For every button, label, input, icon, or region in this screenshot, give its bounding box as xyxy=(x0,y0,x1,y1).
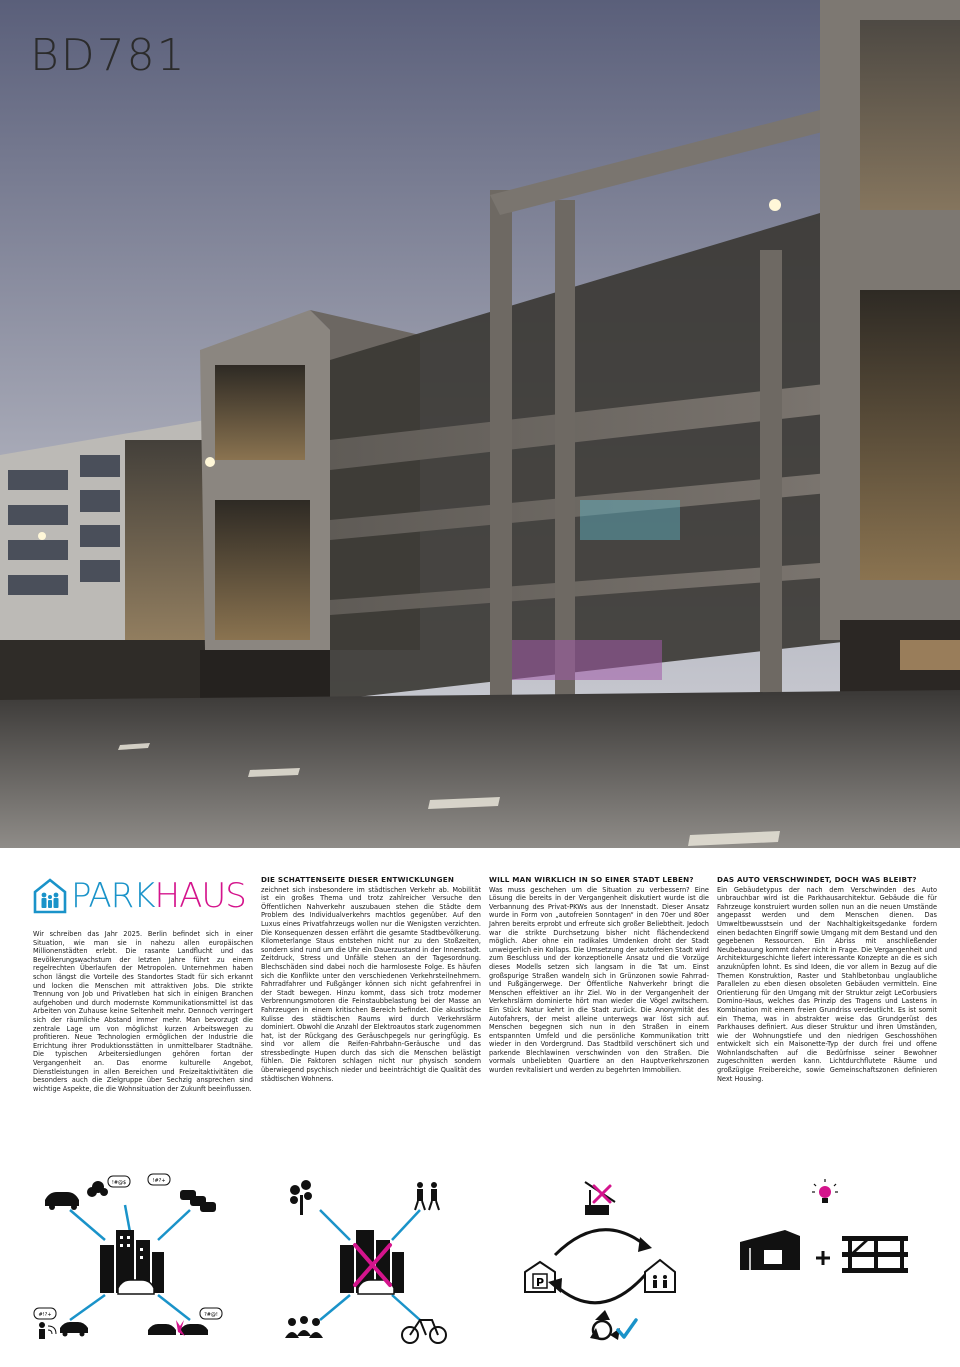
wet-street xyxy=(0,690,960,848)
parking-icon xyxy=(525,1262,555,1292)
text-column-intro xyxy=(33,930,253,1093)
column-heading: DAS AUTO VERSCHWINDET, DOCH WAS BLEIBT? xyxy=(717,875,917,884)
house-icon xyxy=(645,1260,675,1292)
speech-bubble xyxy=(34,1308,56,1319)
column-body: zeichnet sich insbesondere im städtischen Verkehr ab. Mobilität ist ein großes Thema und trotz zahlreicher Versuche den Öffentlichen Nahverkehr auszubauen stehen die Städte dem Problem des Individualverkehrs machtlos gegenüber. Auf den Luxus eines Privatfahrzeugs wollen nur die Wenigsten verzichten. Die Konsequenzen dessen erfährt die gesamte Stadtbevölkerung. Kilometerlange Staus entstehen nicht nur zu den Stoßzeiten, sondern sind rund um die Uhr ein Dauerzustand in der Innenstadt. Zeitdruck, Stress und Unfälle stehen an der Tagesordnung. Blechschäden sind dabei noch die harmloseste Folge. Es häufen sich die Konflikte unter den verschiedenen Verkehrsteilnehmern. Fahrradfahrer und Fußgänger können sich nicht gefahrenfrei in der Stadt bewegen. Hinzu kommt, dass sich trotz moderner Verbrennungsmotoren die Feinstaubbelastung bei der Masse an Fahrzeugen in einem kritischen Bereich befindet. Die akustische Kulisse des städtischen Raums wird durch Verkehrslärm dominiert. Obwohl die Anzahl der Elektroautos stark zugenommen hat, ist der Rückgang des Geräuschpegels nur geringfügig. Es sind vor allem die Reifen-Fahrbahn-Geräusche und das stressbedingte Hupen durch das sich die Menschen belästigt fühlen. Die Faktoren schlagen nicht nur physisch sondern überwiegend psychisch nieder und beeinträchtigt die Qualität des städtischen Wohnens. xyxy=(261,885,481,1083)
bicycle-icon xyxy=(402,1320,446,1343)
tree-icon xyxy=(290,1180,312,1215)
car-icon xyxy=(45,1192,79,1210)
arrow-bottom xyxy=(555,1275,645,1303)
bubble-text: #!?+ xyxy=(38,1312,52,1318)
project-code: BD781 xyxy=(30,30,187,81)
bubble-text: !#?+ xyxy=(152,1178,166,1184)
column-body: Was muss geschehen um die Situation zu verbessern? Eine Lösung die bereits in der Vergangenheit diskutiert wurde ist die Verbannung des Privat-PKWs aus der Innenstadt. Dieser Ansatz wurde in Form von „autofreien Sonntagen“ in den 70er und 80er Jahren bereits erprobt und erfreute sich großer Beliebtheit. Jedoch war die strikte Durchsetzung bisher nicht flächendeckend möglich. Aber ohne ein radikales Umdenken droht der Stadt unweigerlich ein Kollaps. Die Umsetzung der autofreien Stadt wird zum Beschluss und der konzeptionelle Ansatz und die Vorzüge dieses Modells setzen sich langsam in die Tat um. Einst großspurige Straßen wandeln sich in Grünzonen sowie Fahrrad- und Fußgängerwege. Der Öffentliche Nahverkehr bringt die Menschen effektiver an ihr Ziel. Wo in der Vergangenheit der Verkehrslärm dominierte hört man wieder die Vögel zwitschern. Ein Stück Natur kehrt in die Stadt zurück. Die Anonymität des Autofahrers, der meist alleine unterwegs war löst sich auf. Menschen begegnen sich nun in den Straßen in einem entspannten Umfeld und die persönliche Kommunikation tritt wieder in den Vordergrund. Das Stadtbild verschönert sich und parkende Blechlawinen verschwinden von den Straßen. Die vormals unbeliebten Quartiere an den Hauptverkehrszonen wurden revitalisiert und werden zu begehrten Immobilien. xyxy=(489,885,709,1075)
smoke-icon xyxy=(87,1181,108,1197)
bubble-text: !#@$ xyxy=(111,1180,127,1186)
logo-text-park: PARK xyxy=(71,876,155,916)
cross-icon xyxy=(594,1186,610,1202)
right-building xyxy=(820,0,960,720)
diagram-house-plus-domino xyxy=(730,1170,930,1360)
speech-bubble xyxy=(108,1176,130,1187)
text-column-city-life xyxy=(489,876,709,1075)
plus-icon xyxy=(816,1251,830,1265)
speech-bubble xyxy=(148,1174,170,1185)
diagram-conversion-cycle xyxy=(510,1170,710,1360)
pedestrians-icon xyxy=(415,1182,439,1210)
logo-text-haus: HAUS xyxy=(154,876,246,916)
parkhaus-logo xyxy=(33,874,248,918)
column-body: Ein Gebäudetypus der nach dem Verschwinden des Auto unbrauchbar wird ist die Parkhausarchitektur. Gebäude die für Fahrzeuge konstruiert wurden sollen nun an die neuen Umstände angepasst werden und dem Menschen dienen. Das Umweltbewusstsein und der Nachhaltigkeitsgedanke fordern einen bedachten Eingriff sowie Umgang mit dem Bestand und den gegebenen Ressourcen. Ein Abriss mit anschließender Neubebauung kommt daher nicht in Frage. Die Vergangenheit und Architekturgeschichte liefert interessante Konzepte an die es sich anzuknüpfen lohnt. Es sind Ideen, die vor allem in Bezug auf die Themen Konstruktion, Raster und Stahlbetonbau unglaubliche Parallelen zu eben diesen obsoleten Gebäuden vermitteln. Eine Orientierung für den Umgang mit der Struktur zeigt LeCorbusiers Domino-Haus, welches das Prinzip des Tragens und Lastens in Kombination mit einem freien Grundriss verdeutlicht. Es ist somit ein Thema, was in abstrakter weise das Grundgerüst des Parkhauses definiert. Aus dieser Struktur und ihren Umständen, wie der Wohnungstiefe und den niedrigen Geschosshöhen entwickelt sich ein Maisonette-Typ der durch frei und offene Wohnlandschaften auf die Bedürfnisse seiner Bewohner zugeschnitten werden kann. Lichtdurchflutete Räume und großzügige Freibereiche, sowie Gemeinschaftszonen definieren Next Housing. xyxy=(717,885,937,1083)
group-icon xyxy=(285,1316,323,1338)
left-building xyxy=(0,420,205,710)
city-icon xyxy=(100,1230,164,1294)
arrow-top xyxy=(555,1230,645,1255)
parking-letter: P xyxy=(535,1276,545,1289)
column-body: Wir schreiben das Jahr 2025. Berlin befindet sich in einer Situation, wie man sie in nahezu allen europäischen Millionenstädten erlebt. Die rasante Landflucht und das Bevölkerungswachstum der letzten Jahre führt zu einem regelrechten Überlaufen der Metropolen. Unternehmen haben schon längst die Vorteile des Standortes Stadt für sich erkannt und locken die Menschen mit attraktiven Jobs. Die strikte Trennung von Job und Privatleben hat sich in einigen Branchen aufgehoben und durch modernste Kommunikationsmittel ist das Arbeiten von Zuhause keine Seltenheit mehr. Dennoch verringert sich der räumliche Abstand immer mehr. Man bevorzugt die zentrale Lage um von möglichst kurzen Arbeitswegen zu profitieren. Neue Technologien ermöglichen der Industrie die Errichtung ihrer Produktionsstätten in unmittelbarer Stadtnähe. Die typischen Arbeitersiedlungen gehören fortan der Vergangenheit an. Das enorme kulturelle Angebot, Dienstleistungen in allen Bereichen und Freizeitaktivitäten die besonders auch die Zielgruppe über Sechzig ansprechen sind wichtige Aspekte, die die Wohnsituation der Zukunft beeinflussen. xyxy=(33,930,253,1093)
honking-driver-icon xyxy=(39,1322,88,1339)
speech-bubble xyxy=(200,1308,222,1319)
house-icon xyxy=(740,1230,800,1270)
lightbulb-icon xyxy=(812,1179,838,1203)
traffic-jam-icon xyxy=(180,1190,216,1212)
domino-structure-icon xyxy=(842,1236,908,1273)
concept-diagrams xyxy=(0,1170,960,1360)
column-heading: DIE SCHATTENSEITE DIESER ENTWICKLUNGEN xyxy=(261,875,455,884)
bubble-text: ?#@! xyxy=(204,1312,218,1318)
text-column-car-disappears xyxy=(717,876,937,1083)
house-family-icon xyxy=(33,878,67,914)
text-column-shadow-side xyxy=(261,876,481,1083)
recycle-icon xyxy=(590,1310,620,1340)
logo-text xyxy=(71,876,246,916)
diagram-car-free-city xyxy=(270,1170,470,1360)
text-section xyxy=(0,860,960,1160)
crash-icon xyxy=(148,1320,208,1336)
column-heading: WILL MAN WIRKLICH IN SO EINER STADT LEBEN? xyxy=(489,875,694,884)
diagram-traffic-problems xyxy=(30,1170,230,1360)
checkmark-icon xyxy=(618,1320,636,1337)
